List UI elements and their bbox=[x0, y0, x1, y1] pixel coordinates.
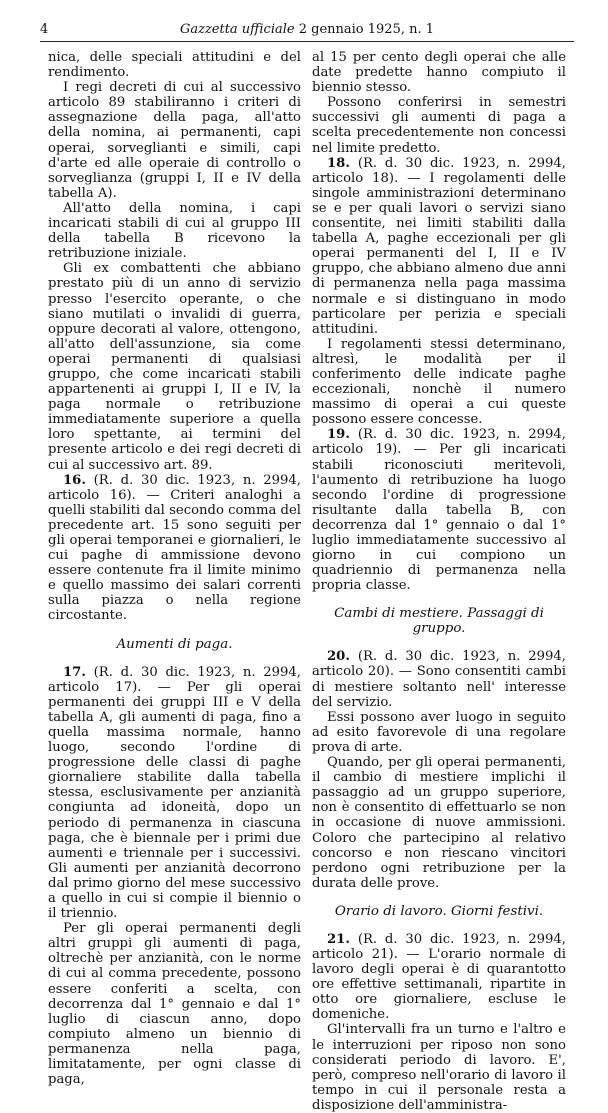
page-number: 4 bbox=[40, 22, 49, 37]
running-title bbox=[40, 22, 574, 37]
header-rule bbox=[40, 41, 574, 42]
paragraph: Gli ex combattenti che abbiano prestato più di un anno di servizio presso l'esercito operante, o che siano mutilati o invalidi di guerra, oppure decorati al valore, ottengono, all'atto dell'assunzione, sia come operai permanenti di qualsiasi gruppo, che come incaricati stabili appartenenti ai gruppi I, II e IV, la paga normale o retribuzione immediatamente superiore a quella loro spettante, ai termini del presente articolo e dei regi decreti di cui al successivo art. 89. bbox=[48, 261, 301, 473]
paragraph: al 15 per cento degli operai che alle date predette hanno compiuto il biennio stesso. bbox=[312, 50, 566, 96]
article-text: (R. d. 30 dic. 1923, n. 2994, articolo 18). — I regolamenti delle singole amministrazioni determinano se e per quali lavori o servizi siano consentite, nei limiti stabiliti dalla tabella A, paghe eccezionali per gli operai permanenti del I, II e IV gruppo, che abbiano almeno due anni di permanenza nella paga massima normale e si distinguano in modo particolare per perizia e speciali attitudini. bbox=[312, 155, 566, 337]
article-paragraph bbox=[312, 427, 566, 593]
article-paragraph bbox=[312, 649, 566, 709]
article-paragraph bbox=[312, 932, 566, 1023]
article-paragraph bbox=[312, 156, 566, 337]
paragraph: Essi possono aver luogo in seguito ad esito favorevole di una regolare prova di arte. bbox=[312, 709, 566, 755]
issue-date: 2 gennaio 1925, n. 1 bbox=[298, 22, 435, 37]
article-number: 21. bbox=[327, 931, 350, 947]
paragraph: nica, delle speciali attitudini e del rendimento. bbox=[48, 50, 301, 81]
paragraph: All'atto della nomina, i capi incaricati stabili di cui al gruppo III della tabella B ricevono la retribuzione iniziale. bbox=[48, 200, 301, 262]
page-header bbox=[40, 22, 574, 40]
section-heading: Orario di lavoro. Giorni festivi. bbox=[334, 903, 544, 919]
section-heading: Aumenti di paga. bbox=[116, 636, 233, 652]
article-number: 18. bbox=[327, 155, 350, 171]
left-column bbox=[48, 50, 301, 1087]
article-number: 17. bbox=[63, 664, 86, 680]
paragraph: Possono conferirsi in semestri successivi gli aumenti di paga a scelta precedentemente non concessi nel limite predetto. bbox=[312, 95, 566, 156]
paragraph: I regolamenti stessi determinano, altresì, le modalità per il conferimento delle indicate paghe eccezionali, nonchè il numero massimo di operai a cui queste possono essere concesse. bbox=[312, 336, 566, 428]
right-column bbox=[312, 50, 566, 1113]
paragraph: I regi decreti di cui al successivo articolo 89 stabiliranno i criteri di assegnazione della paga, all'atto della nomina, ai permanenti, capi operai, sorveglianti e simili, capi d'arte ed alle operaie di controllo o sorveglianza (gruppi I, II e IV della tabella A). bbox=[48, 80, 301, 201]
article-number: 16. bbox=[63, 472, 86, 488]
article-text: (R. d. 30 dic. 1923, n. 2994, articolo 21). — L'orario normale di lavoro degli operai è di quarantotto ore effettive settimanali, ripartite in otto ore giornaliere, escluse le domeniche. bbox=[312, 931, 566, 1023]
section-heading: Cambi di mestiere. Passaggi di gruppo. bbox=[334, 606, 544, 637]
paragraph: Gl'intervalli fra un turno e l'altro e le interruzioni per riposo non sono considerati periodo di lavoro. E', però, compreso nell'orario di lavoro il tempo in cui il personale resta a disposizione dell'amministra- bbox=[312, 1022, 566, 1113]
article-paragraph bbox=[48, 473, 301, 624]
article-text: (R. d. 30 dic. 1923, n. 2994, articolo 20). — Sono consentiti cambi di mestiere soltanto nell' interesse del servizio. bbox=[312, 649, 566, 710]
article-number: 19. bbox=[327, 427, 350, 443]
article-text: (R. d. 30 dic. 1923, n. 2994, articolo 19). — Per gli incaricati stabili riconosciuti meritevoli, l'aumento di retribuzione ha luogo secondo l'ordine di progressione risultante dalla tabella B, con decorrenza dal 1° gennaio o dal 1° luglio immediatamente successivo al giorno in cui compiono un quadriennio di permanenza nella propria classe. bbox=[312, 427, 566, 594]
article-text: (R. d. 30 dic. 1923, n. 2994, articolo 17). — Per gli operai permanenti dei gruppi III e V della tabella A, gli aumenti di paga, fino a quella massima normale, hanno luogo, secondo l'ordine di progressione delle classi di paghe giornaliere stabilite dalla tabella stessa, esclusivamente per anzianità congiunta ad idoneità, dopo un periodo di permanenza in ciascuna paga, che è biennale per i primi due aumenti e triennale per i successivi. Gli aumenti per anzianità decorrono dal primo giorno del mese successivo a quello in cui si compie il biennio o il triennio. bbox=[48, 664, 301, 922]
article-paragraph bbox=[48, 665, 301, 922]
gazette-title: Gazzetta ufficiale bbox=[179, 22, 295, 37]
paragraph: Per gli operai permanenti degli altri gruppi gli aumenti di paga, oltrechè per anzianità, con le norme di cui al comma precedente, possono essere conferiti a scelta, con decorrenza dal 1° gennaio e dal 1° luglio di ciascun anno, dopo compiuto almeno un biennio di permanenza nella paga, limitatamente, per ogni classe di paga, bbox=[48, 921, 301, 1088]
article-number: 20. bbox=[327, 649, 350, 665]
paragraph: Quando, per gli operai permanenti, il cambio di mestiere implichi il passaggio ad un gruppo superiore, non è consentito di effettuarlo se non in occasione di nuove ammissioni. Coloro che partecipino al relativo concorso e non riescano vincitori perdono ogni retribuzione per la durata delle prove. bbox=[312, 755, 566, 891]
article-text: (R. d. 30 dic. 1923, n. 2994, articolo 16). — Criteri analoghi a quelli stabiliti dal secondo comma del precedente art. 15 sono seguiti per gli operai temporanei e giornalieri, le cui paghe di ammissione devono essere contenute fra il limite minimo e quello massimo dei salari correnti sulla piazza o nella regione circostante. bbox=[48, 472, 301, 624]
